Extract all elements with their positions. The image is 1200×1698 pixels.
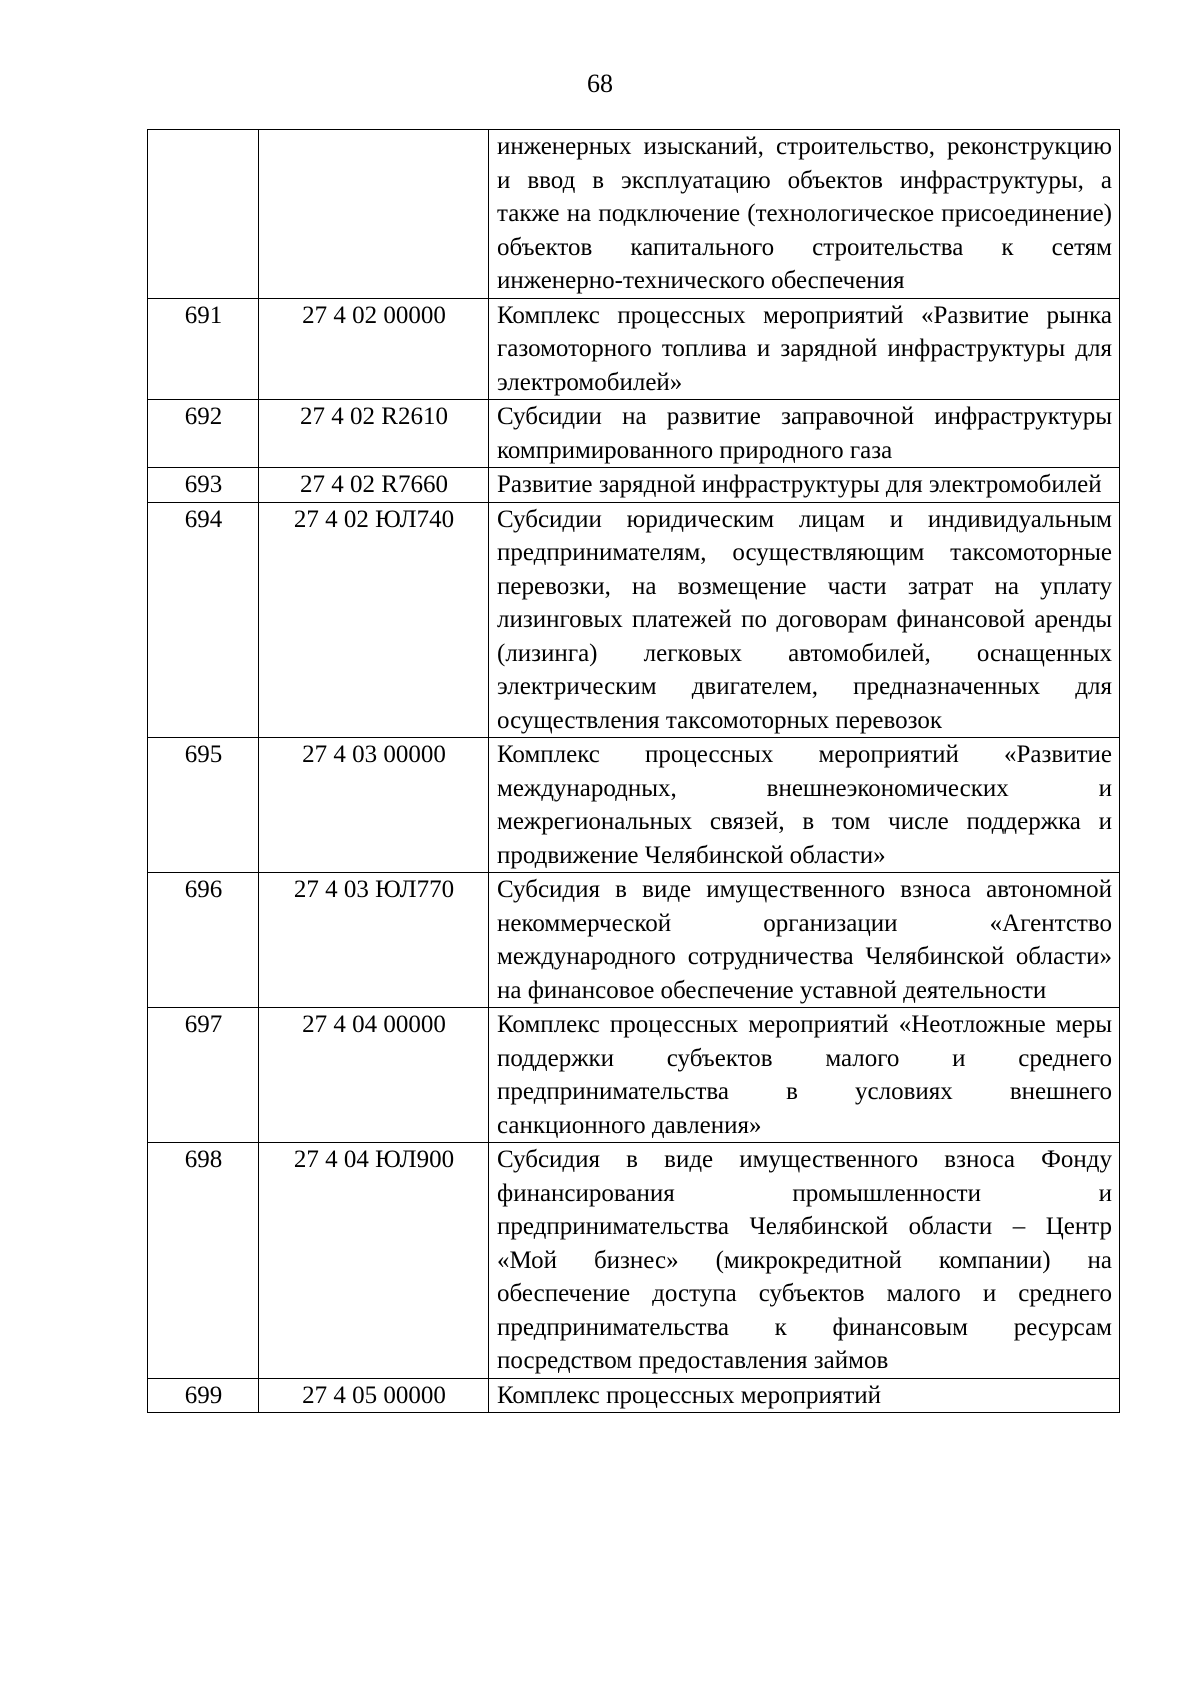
classification-code: 27 4 04 ЮЛ900 [259,1143,489,1379]
row-description: Комплекс процессных мероприятий «Развитие международных, внешнеэкономических и межрегиональных связей, в том числе поддержка и продвижение Челябинской области» [489,738,1120,873]
row-number: 696 [148,873,259,1008]
row-description: Субсидии юридическим лицам и индивидуальным предпринимателям, осуществляющим таксомоторные перевозки, на возмещение части затрат на уплату лизинговых платежей по договорам финансовой аренды (лизинга) легковых автомобилей, оснащенных электрическим двигателем, предназначенных для осуществления таксомоторных перевозок [489,502,1120,738]
table-row [148,1008,1120,1143]
table-row [148,400,1120,468]
row-description: Комплекс процессных мероприятий «Развитие рынка газомоторного топлива и зарядной инфраструктуры для электромобилей» [489,298,1120,400]
row-description: Комплекс процессных мероприятий «Неотложные меры поддержки субъектов малого и среднего предпринимательства в условиях внешнего санкционного давления» [489,1008,1120,1143]
classification-code: 27 4 04 00000 [259,1008,489,1143]
classification-code: 27 4 03 00000 [259,738,489,873]
table-row [148,873,1120,1008]
row-number: 691 [148,298,259,400]
row-description: инженерных изысканий, строительство, реконструкцию и ввод в эксплуатацию объектов инфраструктуры, а также на подключение (технологическое присоединение) объектов капитального строительства к сетям инженерно-технического обеспечения [489,130,1120,299]
classification-code: 27 4 03 ЮЛ770 [259,873,489,1008]
classification-code: 27 4 02 00000 [259,298,489,400]
classification-code: 27 4 05 00000 [259,1378,489,1413]
row-description: Комплекс процессных мероприятий [489,1378,1120,1413]
row-description: Субсидия в виде имущественного взноса автономной некоммерческой организации «Агентство международного сотрудничества Челябинской области» на финансовое обеспечение уставной деятельности [489,873,1120,1008]
table-row [148,1143,1120,1379]
table-row [148,738,1120,873]
row-number: 694 [148,502,259,738]
budget-classification-table [147,129,1120,1413]
row-description: Развитие зарядной инфраструктуры для электромобилей [489,468,1120,503]
classification-code: 27 4 02 R2610 [259,400,489,468]
row-number: 699 [148,1378,259,1413]
classification-code: 27 4 02 R7660 [259,468,489,503]
table-row [148,298,1120,400]
row-number [148,130,259,299]
row-number: 693 [148,468,259,503]
row-number: 698 [148,1143,259,1379]
row-number: 697 [148,1008,259,1143]
table-row [148,1378,1120,1413]
row-description: Субсидия в виде имущественного взноса Фонду финансирования промышленности и предпринимательства Челябинской области – Центр «Мой бизнес» (микрокредитной компании) на обеспечение доступа субъектов малого и среднего предпринимательства к финансовым ресурсам посредством предоставления займов [489,1143,1120,1379]
row-number: 692 [148,400,259,468]
table-row [148,502,1120,738]
table-row [148,130,1120,299]
classification-code: 27 4 02 ЮЛ740 [259,502,489,738]
row-description: Субсидии на развитие заправочной инфраструктуры компримированного природного газа [489,400,1120,468]
row-number: 695 [148,738,259,873]
table-row [148,468,1120,503]
classification-code [259,130,489,299]
page-number: 68 [587,69,613,98]
